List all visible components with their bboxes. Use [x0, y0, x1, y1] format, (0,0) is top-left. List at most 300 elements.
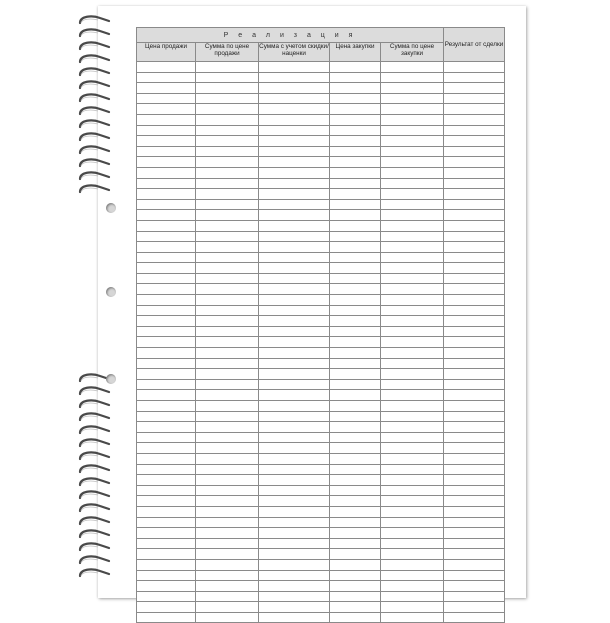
table-cell	[259, 125, 330, 136]
table-row	[137, 369, 505, 380]
table-row	[137, 348, 505, 359]
spiral-binding-bottom	[78, 372, 112, 580]
table-cell	[259, 284, 330, 295]
table-row	[137, 189, 505, 200]
table-cell	[137, 305, 196, 316]
table-cell	[444, 305, 505, 316]
table-cell	[259, 496, 330, 507]
table-cell	[259, 602, 330, 613]
table-cell	[330, 263, 381, 274]
table-cell	[444, 189, 505, 200]
table-cell	[259, 199, 330, 210]
table-cell	[137, 422, 196, 433]
table-cell	[196, 157, 259, 168]
table-cell	[137, 146, 196, 157]
table-cell	[330, 464, 381, 475]
table-cell	[137, 591, 196, 602]
table-cell	[137, 443, 196, 454]
table-cell	[330, 443, 381, 454]
table-cell	[330, 305, 381, 316]
table-cell	[381, 273, 444, 284]
table-row	[137, 422, 505, 433]
spiral-ring	[78, 79, 112, 92]
table-row	[137, 72, 505, 83]
table-cell	[330, 93, 381, 104]
table-row	[137, 93, 505, 104]
table-cell	[137, 242, 196, 253]
table-cell	[330, 220, 381, 231]
table-cell	[137, 252, 196, 263]
table-cell	[259, 83, 330, 94]
table-cell	[444, 581, 505, 592]
table-cell	[137, 62, 196, 73]
spiral-ring	[78, 567, 112, 580]
table-cell	[259, 517, 330, 528]
table-cell	[196, 93, 259, 104]
table-cell	[196, 167, 259, 178]
table-cell	[137, 136, 196, 147]
table-cell	[381, 528, 444, 539]
table-cell	[381, 295, 444, 306]
table-row	[137, 453, 505, 464]
spiral-ring	[78, 424, 112, 437]
table-cell	[381, 146, 444, 157]
table-cell	[330, 432, 381, 443]
table-cell	[196, 337, 259, 348]
table-row	[137, 220, 505, 231]
table-cell	[444, 178, 505, 189]
table-cell	[259, 210, 330, 221]
table-cell	[137, 72, 196, 83]
table-cell	[444, 348, 505, 359]
punch-hole	[106, 374, 116, 384]
table-cell	[196, 570, 259, 581]
table-cell	[259, 379, 330, 390]
table-cell	[137, 220, 196, 231]
table-row	[137, 390, 505, 401]
table-cell	[444, 231, 505, 242]
column-header-sum-discount: Сумма с учетом скидки/наценки	[259, 43, 330, 62]
table-cell	[444, 517, 505, 528]
table-cell	[444, 83, 505, 94]
table-cell	[330, 517, 381, 528]
table-cell	[137, 528, 196, 539]
table-cell	[381, 369, 444, 380]
table-cell	[196, 348, 259, 359]
table-cell	[196, 581, 259, 592]
table-cell	[381, 549, 444, 560]
table-row	[137, 337, 505, 348]
table-cell	[444, 401, 505, 412]
table-cell	[381, 464, 444, 475]
spiral-ring	[78, 66, 112, 79]
table-cell	[444, 242, 505, 253]
table-row	[137, 612, 505, 623]
table-cell	[444, 612, 505, 623]
table-cell	[330, 295, 381, 306]
table-row	[137, 104, 505, 115]
table-cell	[381, 496, 444, 507]
table-cell	[444, 62, 505, 73]
table-row	[137, 125, 505, 136]
table-cell	[259, 93, 330, 104]
table-cell	[196, 528, 259, 539]
table-cell	[259, 453, 330, 464]
table-cell	[259, 506, 330, 517]
column-header-sum-sale-price: Сумма по цене продажи	[196, 43, 259, 62]
table-cell	[137, 273, 196, 284]
sales-ledger-table	[136, 27, 505, 623]
table-cell	[259, 62, 330, 73]
table-cell	[330, 602, 381, 613]
table-cell	[381, 379, 444, 390]
table-cell	[381, 517, 444, 528]
table-cell	[137, 295, 196, 306]
table-cell	[381, 422, 444, 433]
table-cell	[444, 549, 505, 560]
table-cell	[137, 231, 196, 242]
table-cell	[196, 549, 259, 560]
table-row	[137, 443, 505, 454]
table-cell	[381, 231, 444, 242]
table-row	[137, 62, 505, 73]
table-cell	[137, 570, 196, 581]
table-cell	[196, 612, 259, 623]
table-row	[137, 506, 505, 517]
table-cell	[381, 443, 444, 454]
table-cell	[330, 178, 381, 189]
table-cell	[137, 83, 196, 94]
table-cell	[196, 242, 259, 253]
table-cell	[381, 83, 444, 94]
table-cell	[444, 157, 505, 168]
table-cell	[330, 591, 381, 602]
table-cell	[381, 199, 444, 210]
spiral-ring	[78, 476, 112, 489]
table-row	[137, 167, 505, 178]
table-cell	[444, 199, 505, 210]
table-cell	[444, 411, 505, 422]
table-cell	[137, 390, 196, 401]
table-cell	[196, 104, 259, 115]
table-cell	[137, 337, 196, 348]
table-cell	[444, 72, 505, 83]
table-cell	[137, 581, 196, 592]
table-row	[137, 295, 505, 306]
table-cell	[137, 326, 196, 337]
table-row	[137, 199, 505, 210]
table-cell	[259, 348, 330, 359]
table-cell	[381, 570, 444, 581]
table-cell	[196, 506, 259, 517]
table-cell	[137, 358, 196, 369]
table-cell	[137, 517, 196, 528]
table-cell	[259, 252, 330, 263]
table-cell	[444, 475, 505, 486]
spiral-ring	[78, 450, 112, 463]
column-header-result: Результат от сделки	[444, 28, 505, 62]
table-cell	[196, 517, 259, 528]
table-cell	[137, 189, 196, 200]
table-cell	[196, 305, 259, 316]
table-cell	[381, 559, 444, 570]
table-cell	[196, 326, 259, 337]
table-cell	[259, 464, 330, 475]
table-cell	[137, 602, 196, 613]
table-cell	[381, 167, 444, 178]
punch-hole	[106, 203, 116, 213]
table-row	[137, 549, 505, 560]
table-cell	[137, 485, 196, 496]
table-row	[137, 114, 505, 125]
table-cell	[137, 178, 196, 189]
spiral-ring	[78, 118, 112, 131]
table-cell	[137, 369, 196, 380]
table-row	[137, 528, 505, 539]
table-cell	[196, 199, 259, 210]
table-cell	[444, 538, 505, 549]
table-cell	[330, 167, 381, 178]
table-cell	[444, 295, 505, 306]
table-cell	[330, 475, 381, 486]
table-cell	[259, 485, 330, 496]
spiral-ring	[78, 437, 112, 450]
table-cell	[444, 443, 505, 454]
spiral-ring	[78, 554, 112, 567]
table-cell	[259, 538, 330, 549]
table-cell	[196, 390, 259, 401]
table-cell	[259, 189, 330, 200]
table-cell	[137, 496, 196, 507]
table-cell	[259, 337, 330, 348]
table-cell	[381, 401, 444, 412]
table-row	[137, 570, 505, 581]
table-cell	[259, 612, 330, 623]
table-cell	[330, 538, 381, 549]
table-cell	[137, 157, 196, 168]
spiral-ring	[78, 144, 112, 157]
table-cell	[444, 125, 505, 136]
table-cell	[196, 231, 259, 242]
table-cell	[381, 210, 444, 221]
table-cell	[259, 72, 330, 83]
table-cell	[381, 591, 444, 602]
table-cell	[259, 358, 330, 369]
table-cell	[444, 390, 505, 401]
table-cell	[137, 199, 196, 210]
table-cell	[444, 528, 505, 539]
table-row	[137, 284, 505, 295]
punch-hole	[106, 287, 116, 297]
table-cell	[137, 379, 196, 390]
table-cell	[259, 528, 330, 539]
spiral-ring	[78, 105, 112, 118]
table-cell	[444, 464, 505, 475]
table-cell	[444, 167, 505, 178]
table-cell	[196, 591, 259, 602]
table-cell	[137, 210, 196, 221]
table-cell	[330, 559, 381, 570]
table-cell	[381, 612, 444, 623]
table-cell	[196, 146, 259, 157]
table-cell	[444, 485, 505, 496]
table-cell	[444, 432, 505, 443]
table-cell	[444, 104, 505, 115]
table-cell	[444, 273, 505, 284]
table-cell	[196, 252, 259, 263]
spiral-ring	[78, 27, 112, 40]
table-cell	[330, 242, 381, 253]
table-cell	[330, 390, 381, 401]
table-cell	[330, 252, 381, 263]
table-cell	[381, 506, 444, 517]
table-cell	[137, 284, 196, 295]
table-cell	[330, 72, 381, 83]
table-cell	[196, 220, 259, 231]
table-cell	[330, 157, 381, 168]
spiral-ring	[78, 489, 112, 502]
spiral-ring	[78, 515, 112, 528]
table-cell	[330, 453, 381, 464]
table-row	[137, 157, 505, 168]
table-cell	[330, 528, 381, 539]
table-cell	[444, 496, 505, 507]
table-cell	[259, 422, 330, 433]
table-cell	[196, 62, 259, 73]
spiral-ring	[78, 398, 112, 411]
table-cell	[137, 348, 196, 359]
spiral-ring	[78, 92, 112, 105]
table-cell	[259, 432, 330, 443]
group-header-sales: Р е а л и з а ц и я	[137, 28, 444, 43]
table-cell	[259, 273, 330, 284]
table-cell	[196, 125, 259, 136]
table-cell	[259, 401, 330, 412]
table-cell	[330, 422, 381, 433]
table-cell	[381, 475, 444, 486]
table-cell	[330, 114, 381, 125]
table-cell	[196, 295, 259, 306]
table-cell	[259, 316, 330, 327]
table-cell	[137, 411, 196, 422]
table-cell	[137, 93, 196, 104]
table-cell	[330, 369, 381, 380]
table-cell	[137, 475, 196, 486]
table-cell	[381, 337, 444, 348]
table-cell	[196, 559, 259, 570]
table-cell	[196, 358, 259, 369]
spiral-ring	[78, 183, 112, 196]
spiral-ring	[78, 40, 112, 53]
table-cell	[444, 570, 505, 581]
table-cell	[196, 273, 259, 284]
table-row	[137, 581, 505, 592]
table-cell	[444, 146, 505, 157]
table-cell	[330, 485, 381, 496]
table-cell	[444, 136, 505, 147]
table-cell	[196, 210, 259, 221]
table-row	[137, 475, 505, 486]
table-cell	[444, 506, 505, 517]
table-cell	[259, 549, 330, 560]
table-cell	[381, 189, 444, 200]
table-cell	[330, 210, 381, 221]
table-cell	[259, 559, 330, 570]
table-cell	[259, 220, 330, 231]
table-cell	[259, 591, 330, 602]
table-cell	[381, 284, 444, 295]
table-cell	[330, 104, 381, 115]
table-cell	[444, 93, 505, 104]
table-cell	[330, 612, 381, 623]
table-cell	[259, 114, 330, 125]
table-cell	[330, 506, 381, 517]
table-cell	[444, 316, 505, 327]
table-cell	[196, 189, 259, 200]
table-row	[137, 146, 505, 157]
table-cell	[196, 602, 259, 613]
table-cell	[330, 358, 381, 369]
table-cell	[330, 348, 381, 359]
table-cell	[196, 72, 259, 83]
table-cell	[381, 411, 444, 422]
table-cell	[137, 538, 196, 549]
table-row	[137, 379, 505, 390]
table-row	[137, 83, 505, 94]
column-header-sale-price: Цена продажи	[137, 43, 196, 62]
table-cell	[259, 242, 330, 253]
table-cell	[196, 401, 259, 412]
table-cell	[259, 570, 330, 581]
table-cell	[444, 559, 505, 570]
table-cell	[444, 263, 505, 274]
table-cell	[330, 136, 381, 147]
table-cell	[381, 326, 444, 337]
table-row	[137, 178, 505, 189]
table-row	[137, 602, 505, 613]
table-cell	[444, 210, 505, 221]
table-cell	[444, 453, 505, 464]
table-cell	[196, 178, 259, 189]
spiral-ring	[78, 463, 112, 476]
table-cell	[381, 104, 444, 115]
table-cell	[330, 284, 381, 295]
table-cell	[259, 390, 330, 401]
table-cell	[196, 263, 259, 274]
table-cell	[444, 326, 505, 337]
table-cell	[444, 220, 505, 231]
table-row	[137, 559, 505, 570]
table-cell	[381, 136, 444, 147]
table-cell	[381, 602, 444, 613]
table-cell	[137, 167, 196, 178]
ledger-body	[137, 62, 505, 623]
table-row	[137, 326, 505, 337]
table-cell	[137, 263, 196, 274]
table-cell	[259, 369, 330, 380]
table-cell	[381, 453, 444, 464]
table-row	[137, 316, 505, 327]
table-cell	[259, 231, 330, 242]
table-row	[137, 136, 505, 147]
table-cell	[381, 62, 444, 73]
table-cell	[444, 252, 505, 263]
table-cell	[330, 146, 381, 157]
table-cell	[330, 199, 381, 210]
spiral-ring	[78, 131, 112, 144]
table-cell	[137, 432, 196, 443]
table-cell	[196, 114, 259, 125]
